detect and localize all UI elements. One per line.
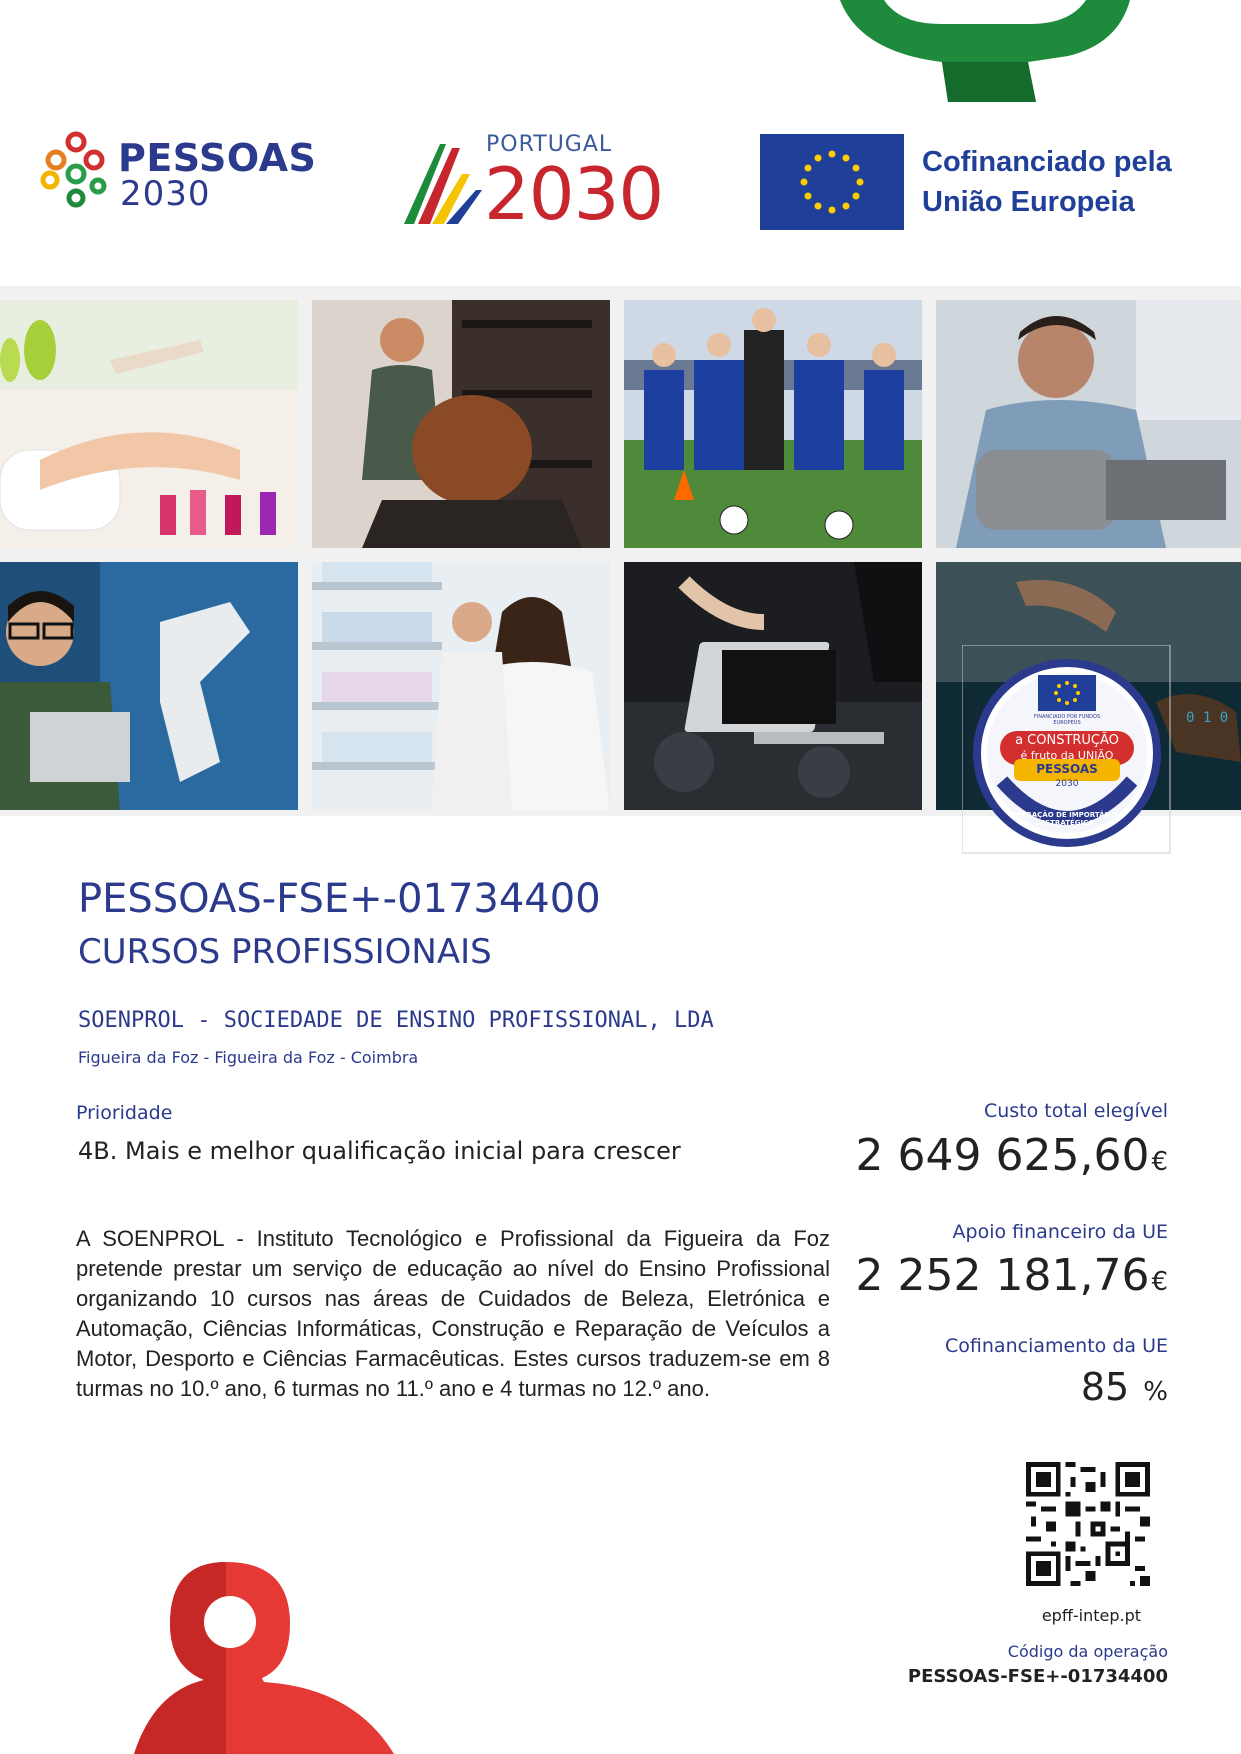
seal-line1: a CONSTRUÇÃO <box>1015 733 1119 748</box>
seal-top-text: FINANCIADO POR FUNDOS EUROPEUS <box>1033 714 1101 726</box>
eu-cofinancing-logo <box>760 134 1210 232</box>
website-link[interactable]: epff-intep.pt <box>1041 1606 1141 1625</box>
svg-text:0 1 0: 0 1 0 <box>1186 710 1229 726</box>
strategic-operation-seal <box>962 645 1172 855</box>
priority-value: 4B. Mais e melhor qualificação inicial para crescer <box>78 1137 681 1165</box>
photo-car-diagnostics <box>624 562 922 810</box>
pessoas-logo-year: 2030 <box>120 174 211 214</box>
portugal-2030-emblem-icon <box>400 134 484 234</box>
eu-cofinancing-rate-value <box>1081 1365 1168 1409</box>
portugal-logo-year: 2030 <box>484 152 664 236</box>
priority-label: Prioridade <box>76 1102 173 1124</box>
seal-line2: é fruto da UNIÃO <box>1020 749 1114 762</box>
photo-electronics-technician <box>936 300 1241 548</box>
eu-text-line1: Cofinanciado pela <box>922 146 1172 178</box>
eu-support-amount: 2 252 181,76 <box>855 1250 1150 1301</box>
pessoas-2030-logo <box>36 130 336 214</box>
currency-symbol: € <box>1151 1147 1168 1177</box>
pessoas-logo-title: PESSOAS <box>118 136 317 180</box>
eu-support-value <box>856 1250 1168 1301</box>
operation-name: CURSOS PROFISSIONAIS <box>78 932 492 972</box>
seal-ring-text: OPERAÇÃO DE IMPORTÂNCIA ESTRATÉGICA <box>1010 811 1124 827</box>
qr-code-icon[interactable] <box>1026 1462 1150 1586</box>
total-cost-value <box>856 1130 1168 1181</box>
eu-text-line2: União Europeia <box>922 186 1135 218</box>
photo-football-coach <box>624 300 922 548</box>
beneficiary-name: SOENPROL - SOCIEDADE DE ENSINO PROFISSIONAL, LDA <box>78 1008 714 1033</box>
operation-description: A SOENPROL - Instituto Tecnológico e Profissional da Figueira da Foz pretende prestar um serviço de educação ao nível do Ensino Profissional organizando 10 cursos nas áreas de Cuidados de Beleza, Eletrónica e Automação, Ciências Informáticas, Construção e Reparação de Veículos a Motor, Desporto e Ciências Farmacêuticas. Estes cursos traduzem-se em 8 turmas no 10.º ano, 6 turmas no 11.º ano e 4 turmas no 12.º ano. <box>76 1226 830 1401</box>
operation-location: Figueira da Foz - Figueira da Foz - Coimbra <box>78 1048 419 1067</box>
portugal-2030-logo <box>400 130 670 240</box>
currency-symbol: € <box>1151 1267 1168 1297</box>
photo-manicure <box>0 300 298 548</box>
operation-code-value: PESSOAS-FSE+-01734400 <box>907 1666 1168 1687</box>
seal-program: PESSOAS <box>1036 762 1098 776</box>
eu-support-label: Apoio financeiro da UE <box>952 1221 1168 1243</box>
photo-pharmacist <box>312 562 610 810</box>
seal-year: 2030 <box>1055 779 1079 789</box>
portugal-logo-label: PORTUGAL <box>486 132 613 157</box>
photo-robotics-engineer <box>0 562 298 810</box>
operation-code-title: PESSOAS-FSE+-01734400 <box>78 876 601 922</box>
eu-cofinancing-rate-label: Cofinanciamento da UE <box>945 1335 1168 1357</box>
top-decorative-shape <box>840 0 1130 102</box>
eu-rate-amount: 85 <box>1080 1365 1130 1409</box>
operation-code-label: Código da operação <box>1007 1642 1168 1661</box>
bottom-decorative-shape <box>134 1562 394 1754</box>
percent-symbol: % <box>1143 1377 1168 1407</box>
photo-hairdresser <box>312 300 610 548</box>
pessoas-emblem-icon <box>36 130 116 210</box>
total-cost-amount: 2 649 625,60 <box>855 1130 1150 1181</box>
eu-cofinancing-text <box>922 142 1172 222</box>
seal-eu-flag-icon <box>1038 675 1096 711</box>
eu-flag-icon <box>760 134 904 230</box>
total-cost-label: Custo total elegível <box>983 1100 1168 1122</box>
